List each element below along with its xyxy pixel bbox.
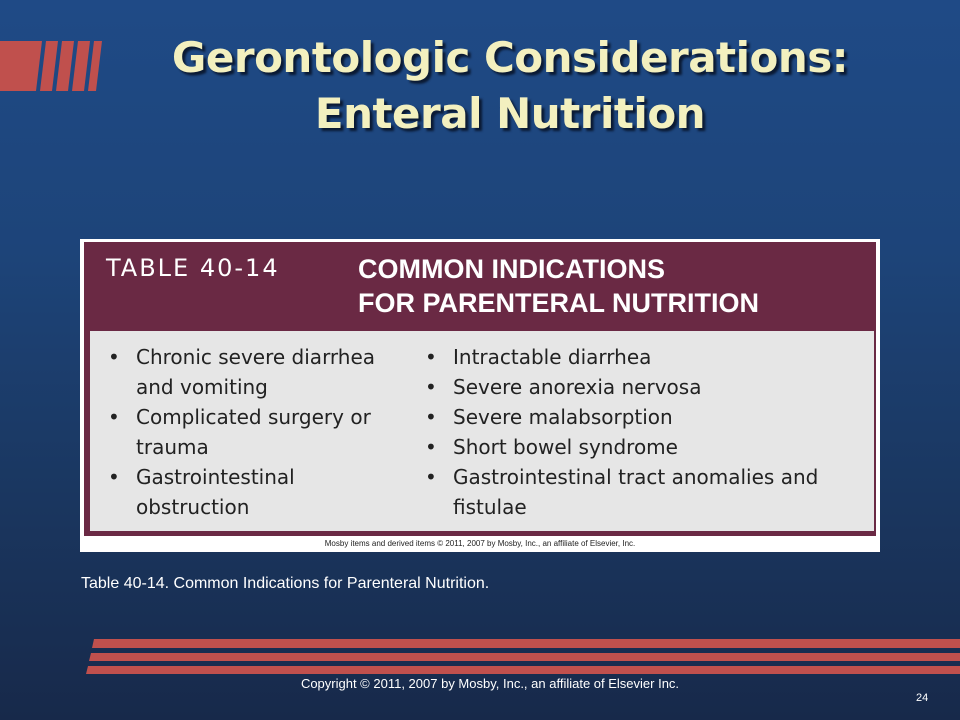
table-credit: Mosby items and derived items © 2011, 2007 by Mosby, Inc., an affiliate of Elsevier, Inc. <box>324 539 636 548</box>
table-body <box>90 331 874 531</box>
bullet-icon: • <box>108 345 120 369</box>
table-heading <box>358 252 759 320</box>
indication-text-line: Severe malabsorption <box>453 405 673 429</box>
decorative-stripes-bottom <box>85 639 960 675</box>
bullet-icon: • <box>425 345 437 369</box>
indication-text-line: Intractable diarrhea <box>453 345 652 369</box>
bullet-icon: • <box>425 435 437 459</box>
indication-item <box>108 402 408 462</box>
indication-text-line: trauma <box>136 435 209 459</box>
indication-item <box>108 462 408 522</box>
indication-text-line: Gastrointestinal tract anomalies and <box>453 465 819 489</box>
indication-text-line: obstruction <box>136 495 250 519</box>
indication-text-line: Chronic severe diarrhea <box>136 345 376 369</box>
indication-text-line: Complicated surgery or <box>136 405 371 429</box>
bullet-icon: • <box>425 465 437 489</box>
indication-item <box>425 372 865 402</box>
indication-text-line: and vomiting <box>136 375 268 399</box>
indication-item <box>425 432 865 462</box>
table-figure <box>80 239 880 552</box>
slide-title-line-1: Gerontologic Considerations: <box>171 33 849 82</box>
table-frame <box>84 242 876 536</box>
decorative-stripes-top <box>0 41 110 91</box>
table-heading-line-2: FOR PARENTERAL NUTRITION <box>358 288 759 318</box>
page-number: 24 <box>916 692 929 704</box>
copyright-footer: Copyright © 2011, 2007 by Mosby, Inc., an affiliate of Elsevier Inc. <box>300 676 680 691</box>
bullet-icon: • <box>108 405 120 429</box>
bullet-icon: • <box>108 465 120 489</box>
indication-text-line: Gastrointestinal <box>136 465 295 489</box>
indications-right-column <box>425 342 865 522</box>
slide-title <box>130 30 890 142</box>
indication-text-line: Short bowel syndrome <box>453 435 678 459</box>
table-heading-line-1: COMMON INDICATIONS <box>358 254 665 284</box>
bullet-icon: • <box>425 375 437 399</box>
table-number-label: TABLE 40-14 <box>106 254 280 282</box>
table-caption: Table 40-14. Common Indications for Parenteral Nutrition. <box>81 575 490 592</box>
slide-title-line-2: Enteral Nutrition <box>314 89 706 138</box>
indication-item <box>425 462 865 522</box>
indication-item <box>108 342 408 402</box>
indications-left-column <box>108 342 408 522</box>
indication-item <box>425 342 865 372</box>
indication-item <box>425 402 865 432</box>
indication-text-line: fistulae <box>453 495 527 519</box>
indication-text-line: Severe anorexia nervosa <box>453 375 702 399</box>
bullet-icon: • <box>425 405 437 429</box>
